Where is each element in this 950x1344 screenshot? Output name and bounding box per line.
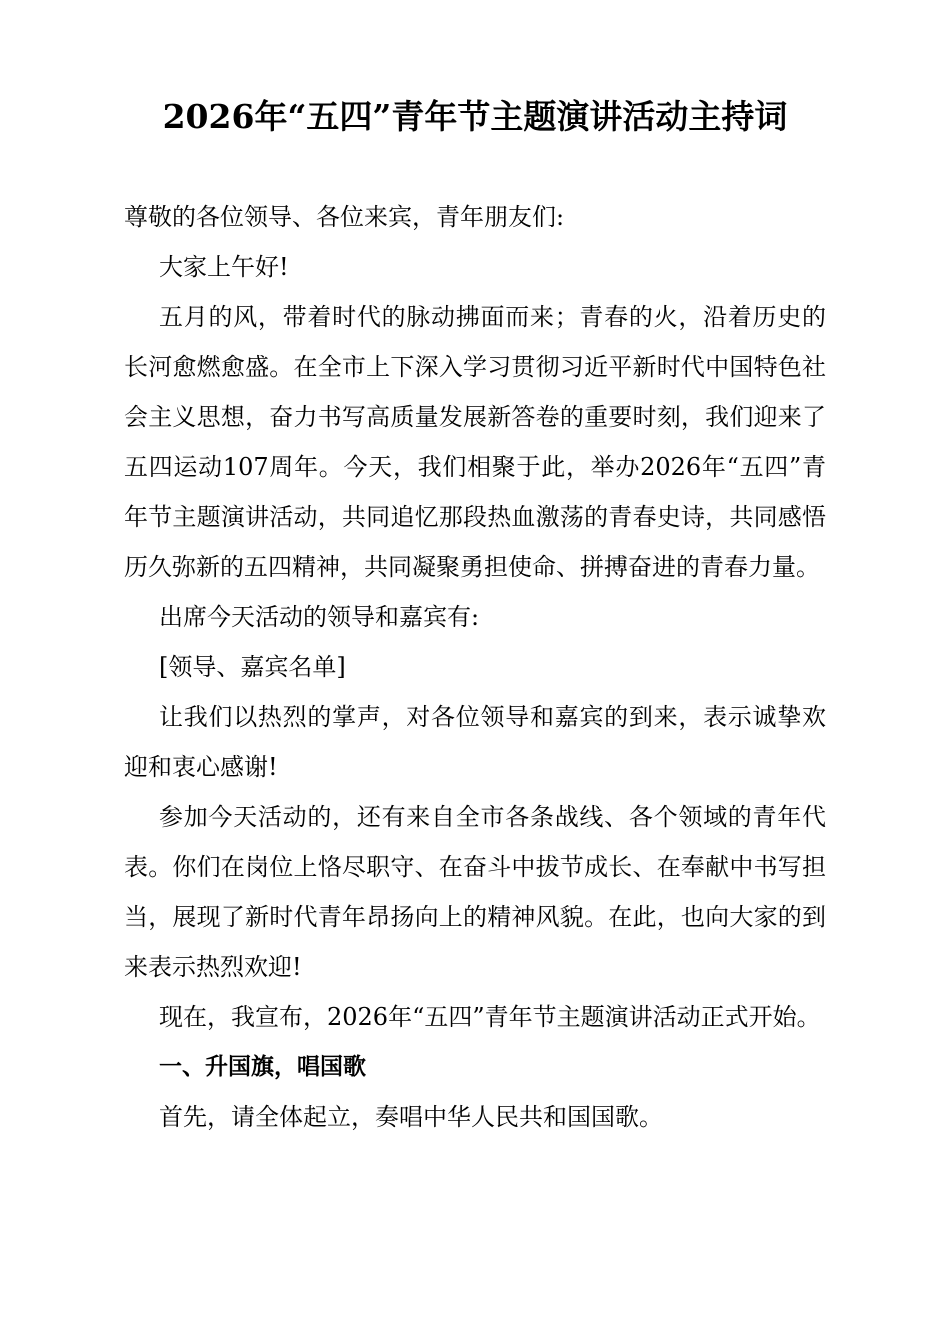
section-heading: 一、升国旗，唱国歌 <box>159 1054 366 1080</box>
paragraph-opening: 五月的风，带着时代的脉动拂面而来；青春的火，沿着历史的长河愈燃愈盛。在全市上下深入学习贯彻习近平新时代中国特色社会主义思想，奋力书写高质量发展新答卷的重要时刻，我们迎来了五四运动107周年。今天，我们相聚于此，举办2026年“五四”青年节主题演讲活动，共同追忆那段热血激荡的青春史诗，共同感悟历久弥新的五四精神，共同凝聚勇担使命、拼搏奋进的青春力量。 <box>124 303 826 581</box>
paragraph-youth-representatives: 参加今天活动的，还有来自全市各条战线、各个领域的青年代表。你们在岗位上恪尽职守、在奋斗中拔节成长、在奉献中书写担当，展现了新时代青年昂扬向上的精神风貌。在此，也向大家的到来表示热烈欢迎! <box>124 803 826 981</box>
paragraph-guests-intro: 出席今天活动的领导和嘉宾有: <box>159 603 480 631</box>
paragraph-guest-list: [领导、嘉宾名单] <box>159 653 346 681</box>
paragraph-announcement: 现在，我宣布，2026年“五四”青年节主题演讲活动正式开始。 <box>159 1003 821 1031</box>
salutation: 尊敬的各位领导、各位来宾，青年朋友们: <box>124 203 565 231</box>
paragraph-greeting: 大家上午好! <box>159 253 289 281</box>
paragraph-welcome: 让我们以热烈的掌声，对各位领导和嘉宾的到来，表示诚挚欢迎和衷心感谢! <box>124 703 826 781</box>
section-paragraph: 首先，请全体起立，奏唱中华人民共和国国歌。 <box>159 1103 663 1131</box>
document-body <box>124 192 826 1142</box>
document-title: 2026年“五四”青年节主题演讲活动主持词 <box>162 97 788 136</box>
